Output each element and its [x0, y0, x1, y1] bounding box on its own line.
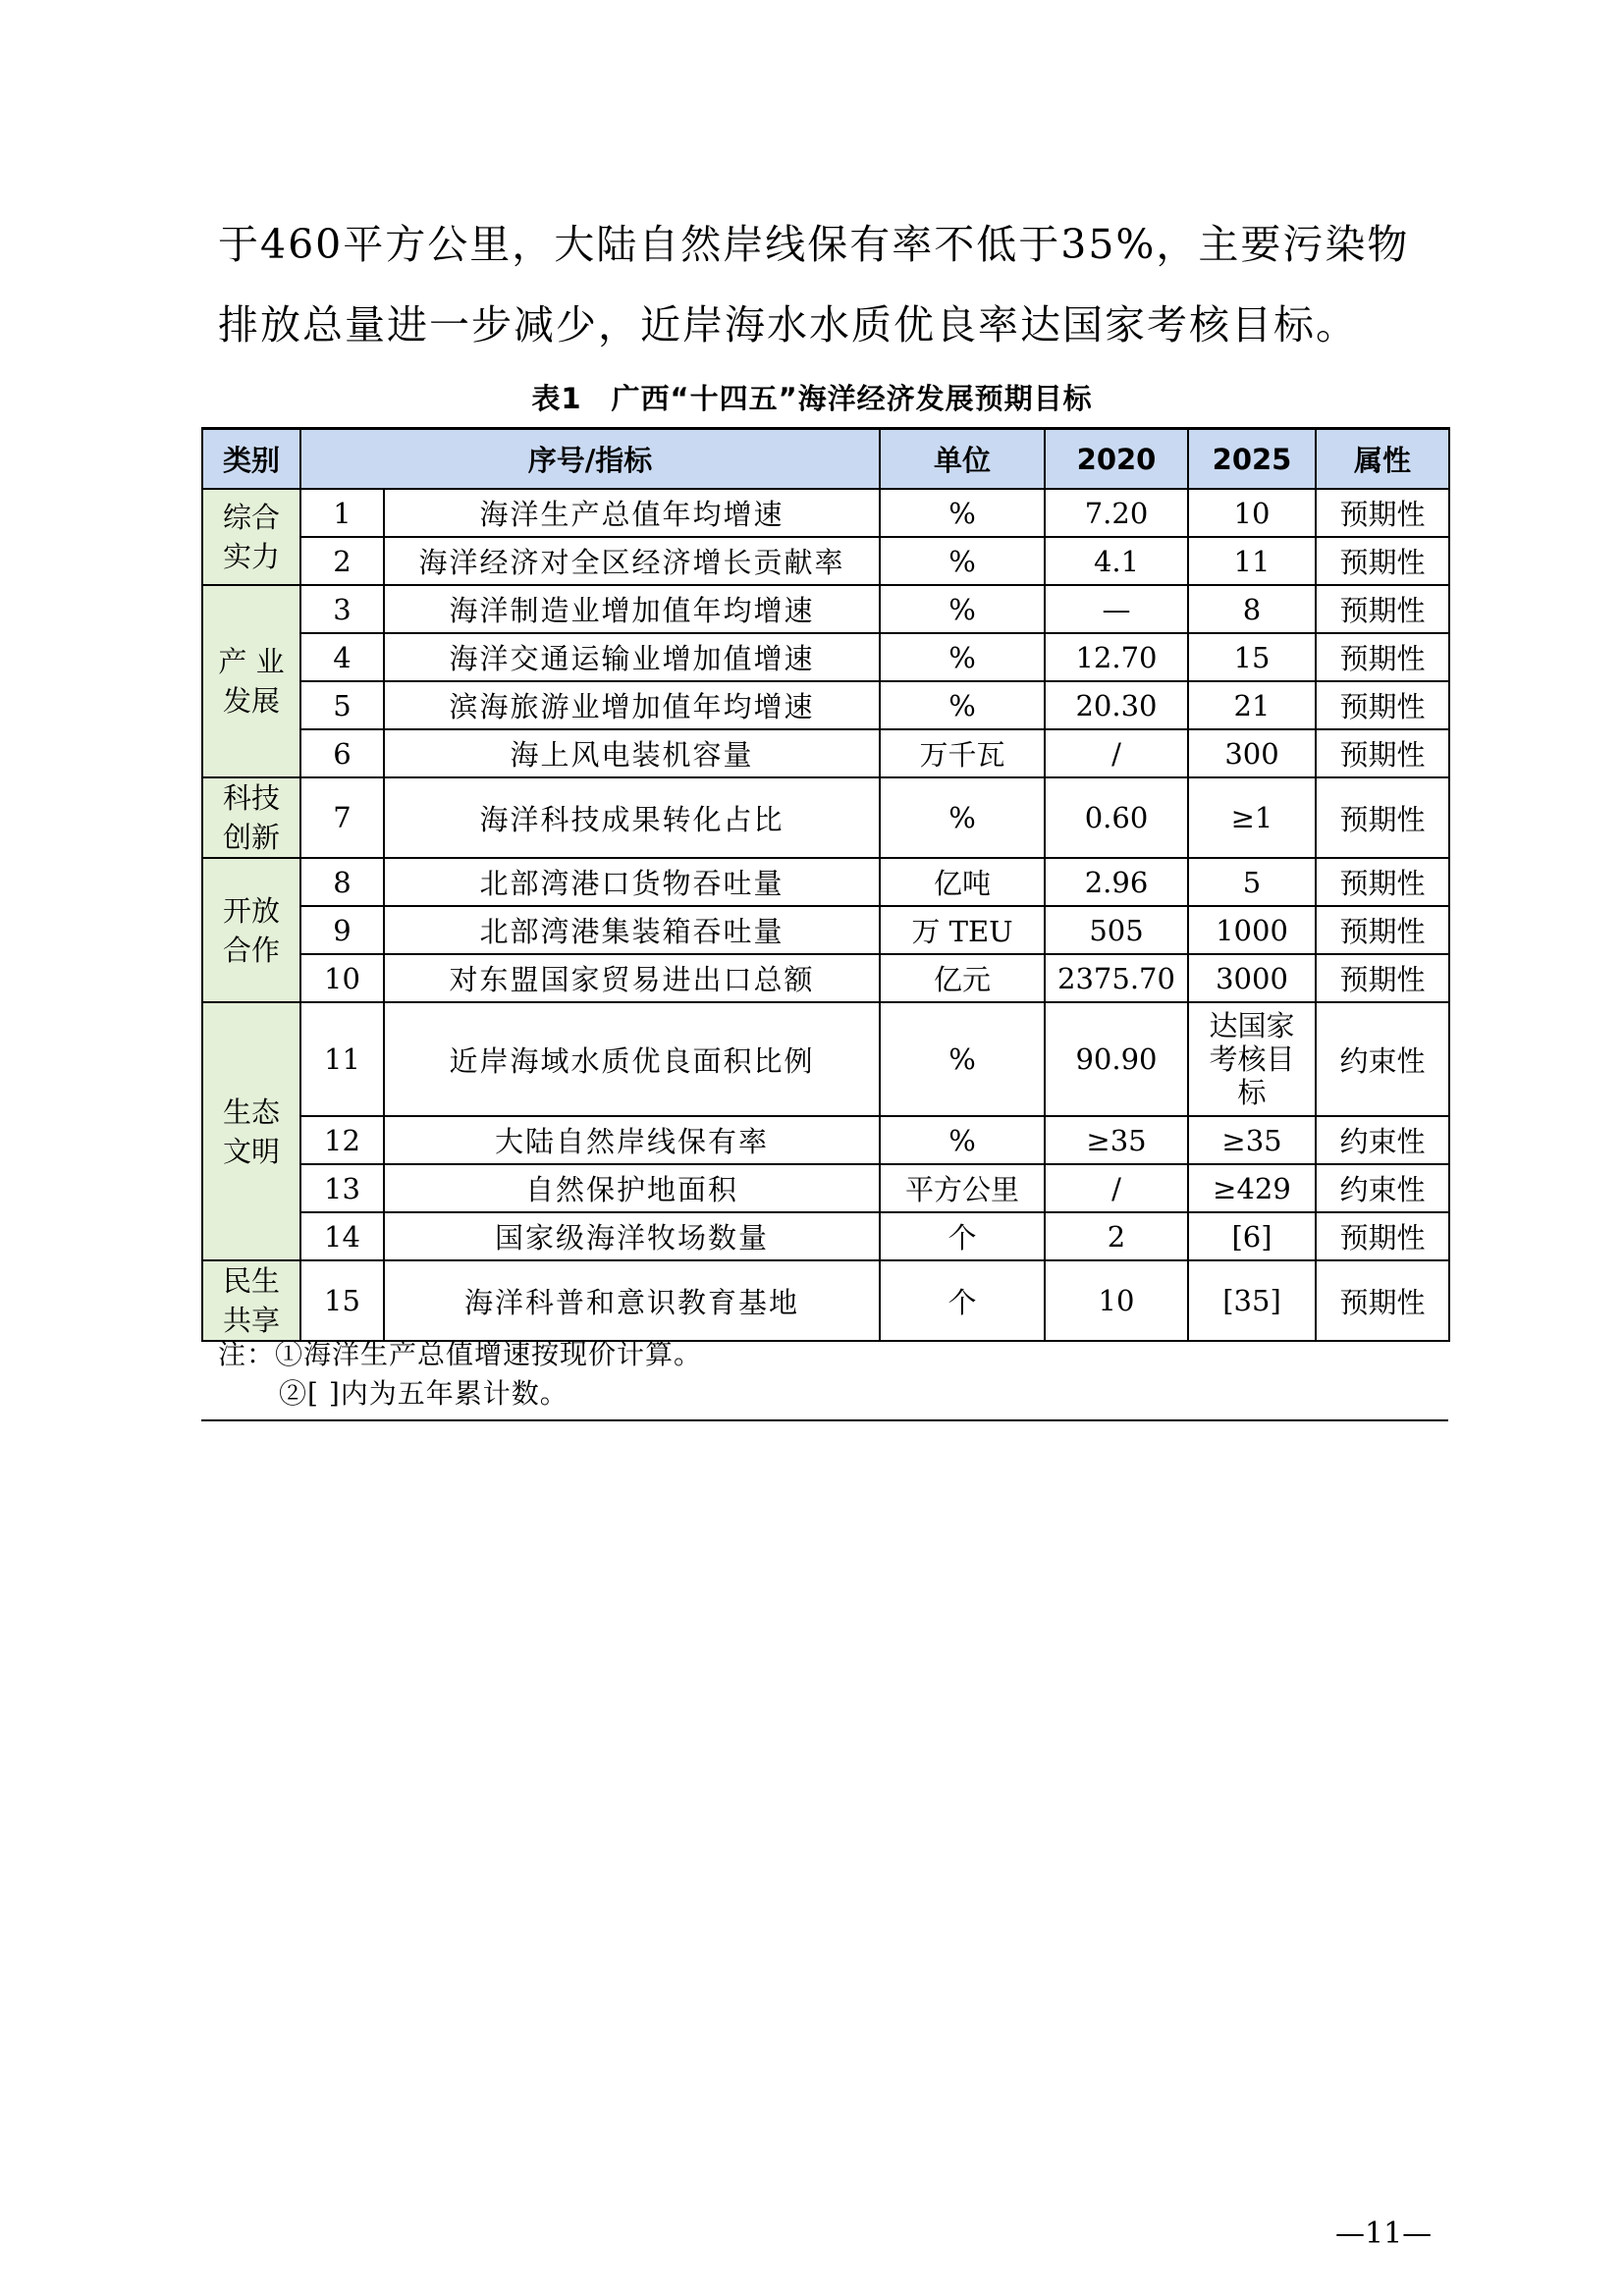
header-unit: 单位 [880, 429, 1045, 490]
value-2020: ≥35 [1045, 1116, 1188, 1164]
note-1: 注：①海洋生产总值增速按现价计算。 [218, 1338, 703, 1370]
table-row [202, 489, 1449, 537]
row-number: 9 [300, 906, 384, 954]
indicator-name: 对东盟国家贸易进出口总额 [384, 954, 880, 1002]
attribute-cell: 预期性 [1316, 537, 1449, 585]
category-cell [202, 777, 300, 858]
value-2025: 3000 [1188, 954, 1316, 1002]
unit-cell: 亿吨 [880, 858, 1045, 906]
indicator-name: 滨海旅游业增加值年均增速 [384, 681, 880, 729]
attribute-cell: 预期性 [1316, 585, 1449, 633]
value-2025: 11 [1188, 537, 1316, 585]
row-number: 10 [300, 954, 384, 1002]
value-2020: / [1045, 729, 1188, 777]
attribute-cell: 预期性 [1316, 489, 1449, 537]
row-number: 12 [300, 1116, 384, 1164]
row-number: 5 [300, 681, 384, 729]
body-paragraph-line-2: 排放总量进一步减少，近岸海水水质优良率达国家考核目标。 [218, 301, 1358, 348]
category-label: 文明 [222, 1134, 280, 1168]
indicator-name: 大陆自然岸线保有率 [384, 1116, 880, 1164]
attribute-cell: 预期性 [1316, 681, 1449, 729]
unit-cell: % [880, 1002, 1045, 1116]
indicator-name: 北部湾港口货物吞吐量 [384, 858, 880, 906]
attribute-cell: 约束性 [1316, 1164, 1449, 1212]
value-2025: 15 [1188, 633, 1316, 681]
table-row [202, 954, 1449, 1002]
value-2025: [6] [1188, 1212, 1316, 1260]
row-number: 4 [300, 633, 384, 681]
indicator-name: 自然保护地面积 [384, 1164, 880, 1212]
attribute-cell: 预期性 [1316, 633, 1449, 681]
unit-cell: % [880, 585, 1045, 633]
value-2025: 21 [1188, 681, 1316, 729]
unit-cell: % [880, 1116, 1045, 1164]
header-category: 类别 [202, 429, 300, 490]
table-header-row [202, 429, 1449, 490]
value-2020: 12.70 [1045, 633, 1188, 681]
value-2025: 1000 [1188, 906, 1316, 954]
row-number: 14 [300, 1212, 384, 1260]
table-row [202, 1002, 1449, 1116]
value-2020: 7.20 [1045, 489, 1188, 537]
row-number: 13 [300, 1164, 384, 1212]
row-number: 6 [300, 729, 384, 777]
unit-cell: 亿元 [880, 954, 1045, 1002]
category-label: 创新 [222, 821, 280, 854]
value-2025: ≥429 [1188, 1164, 1316, 1212]
category-label: 综合 [222, 501, 280, 534]
row-number: 8 [300, 858, 384, 906]
attribute-cell: 约束性 [1316, 1116, 1449, 1164]
category-cell [202, 858, 300, 1002]
attribute-cell: 预期性 [1316, 1260, 1449, 1341]
category-label: 实力 [222, 540, 280, 573]
notes-bottom-rule [201, 1419, 1448, 1421]
attribute-cell: 预期性 [1316, 858, 1449, 906]
indicator-name: 近岸海域水质优良面积比例 [384, 1002, 880, 1116]
row-number: 1 [300, 489, 384, 537]
value-2020: 20.30 [1045, 681, 1188, 729]
category-cell [202, 489, 300, 585]
header-attribute: 属性 [1316, 429, 1449, 490]
value-2025-line: 考核目 [1209, 1042, 1295, 1076]
attribute-cell: 约束性 [1316, 1002, 1449, 1116]
header-2025: 2025 [1188, 429, 1316, 490]
value-2025-line: 达国家 [1209, 1009, 1295, 1042]
indicator-name: 海洋科普和意识教育基地 [384, 1260, 880, 1341]
unit-cell: % [880, 537, 1045, 585]
row-number: 2 [300, 537, 384, 585]
category-cell [202, 585, 300, 777]
indicator-name: 海上风电装机容量 [384, 729, 880, 777]
table-notes [218, 1335, 702, 1414]
value-2025: 10 [1188, 489, 1316, 537]
table-row [202, 1260, 1449, 1341]
table-row [202, 906, 1449, 954]
row-number: 15 [300, 1260, 384, 1341]
indicator-name: 海洋科技成果转化占比 [384, 777, 880, 858]
value-2025: 5 [1188, 858, 1316, 906]
table-row [202, 777, 1449, 858]
attribute-cell: 预期性 [1316, 777, 1449, 858]
table-row [202, 729, 1449, 777]
value-2020: 2 [1045, 1212, 1188, 1260]
targets-table [201, 427, 1450, 1342]
attribute-cell: 预期性 [1316, 729, 1449, 777]
table-row [202, 1212, 1449, 1260]
value-2025: ≥1 [1188, 777, 1316, 858]
table-row [202, 537, 1449, 585]
category-label: 开放 [222, 893, 280, 928]
category-label: 科技 [222, 781, 280, 815]
value-2020: 505 [1045, 906, 1188, 954]
indicator-name: 北部湾港集装箱吞吐量 [384, 906, 880, 954]
unit-cell: 万千瓦 [880, 729, 1045, 777]
table-row [202, 1116, 1449, 1164]
value-2025 [1188, 1002, 1316, 1116]
value-2025: 300 [1188, 729, 1316, 777]
value-2020: 2.96 [1045, 858, 1188, 906]
row-number: 3 [300, 585, 384, 633]
header-indicator: 序号/指标 [300, 429, 880, 490]
row-number: 7 [300, 777, 384, 858]
category-cell [202, 1002, 300, 1260]
indicator-name: 国家级海洋牧场数量 [384, 1212, 880, 1260]
value-2020: 2375.70 [1045, 954, 1188, 1002]
page-number: —11— [1335, 2216, 1433, 2251]
value-2020: — [1045, 585, 1188, 633]
table-row [202, 585, 1449, 633]
indicator-name: 海洋制造业增加值年均增速 [384, 585, 880, 633]
indicator-name: 海洋交通运输业增加值增速 [384, 633, 880, 681]
category-cell [202, 1260, 300, 1341]
attribute-cell: 预期性 [1316, 906, 1449, 954]
value-2020: 10 [1045, 1260, 1188, 1341]
table-caption: 表1 广西“十四五”海洋经济发展预期目标 [531, 382, 1093, 415]
body-paragraph-line-1: 于460平方公里，大陆自然岸线保有率不低于35%，主要污染物 [218, 221, 1410, 268]
unit-cell: 万 TEU [880, 906, 1045, 954]
value-2020: 0.60 [1045, 777, 1188, 858]
category-label: 共享 [222, 1304, 280, 1337]
value-2020: 4.1 [1045, 537, 1188, 585]
table-row [202, 858, 1449, 906]
attribute-cell: 预期性 [1316, 1212, 1449, 1260]
row-number: 11 [300, 1002, 384, 1116]
attribute-cell: 预期性 [1316, 954, 1449, 1002]
category-label: 产 业 [218, 645, 285, 678]
indicator-name: 海洋经济对全区经济增长贡献率 [384, 537, 880, 585]
value-2020: 90.90 [1045, 1002, 1188, 1116]
unit-cell: 平方公里 [880, 1164, 1045, 1212]
unit-cell: % [880, 681, 1045, 729]
value-2020: / [1045, 1164, 1188, 1212]
unit-cell: % [880, 777, 1045, 858]
note-2: ②[ ]内为五年累计数。 [279, 1377, 568, 1410]
category-label: 合作 [222, 933, 280, 967]
category-label: 发展 [222, 684, 280, 718]
value-2025: [35] [1188, 1260, 1316, 1341]
category-label: 生态 [222, 1095, 280, 1129]
category-label: 民生 [222, 1264, 280, 1298]
unit-cell: % [880, 489, 1045, 537]
value-2025: 8 [1188, 585, 1316, 633]
value-2025-line: 标 [1237, 1076, 1267, 1109]
unit-cell: 个 [880, 1212, 1045, 1260]
header-2020: 2020 [1045, 429, 1188, 490]
table-row [202, 1164, 1449, 1212]
table-row [202, 681, 1449, 729]
table-row [202, 633, 1449, 681]
value-2025: ≥35 [1188, 1116, 1316, 1164]
unit-cell: % [880, 633, 1045, 681]
indicator-name: 海洋生产总值年均增速 [384, 489, 880, 537]
unit-cell: 个 [880, 1260, 1045, 1341]
